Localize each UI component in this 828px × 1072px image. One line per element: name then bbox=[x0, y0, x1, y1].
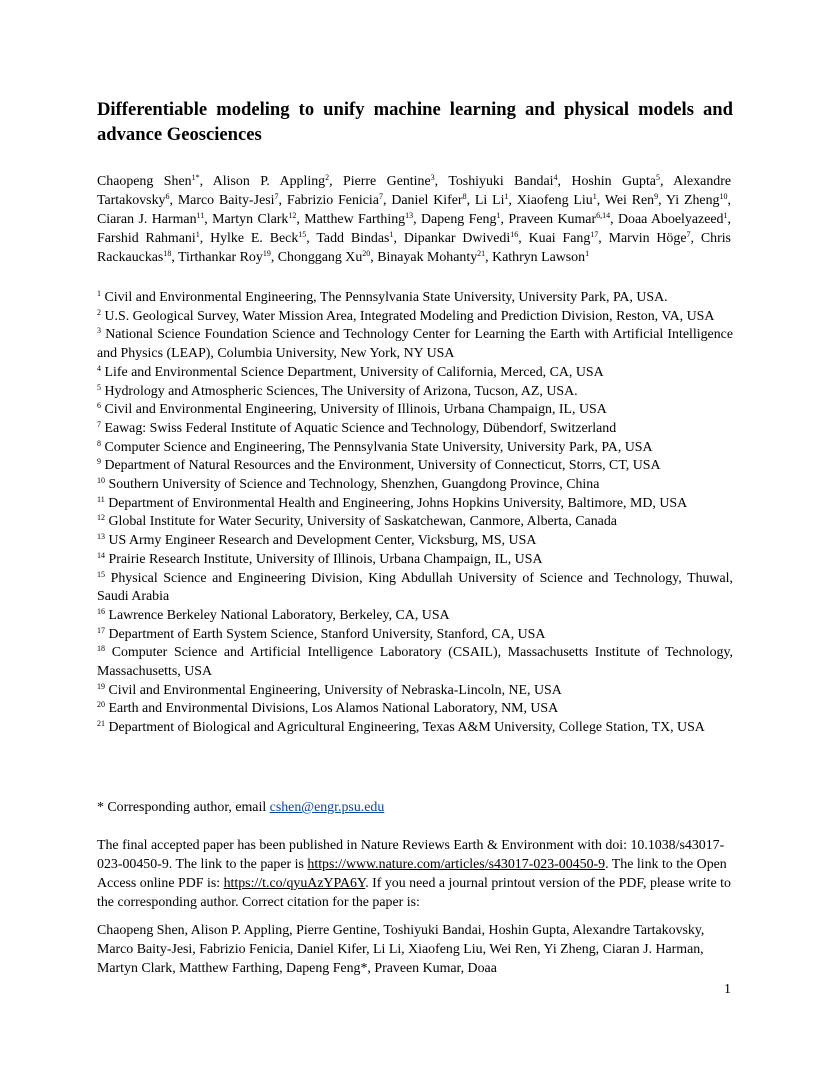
affiliation bbox=[97, 476, 733, 495]
author-affiliation-marker: 1 bbox=[723, 211, 728, 220]
page-number: 1 bbox=[724, 982, 731, 997]
affiliation-number: 4 bbox=[97, 363, 101, 373]
affiliation-text: Civil and Environmental Engineering, University of Illinois, Urbana Champaign, IL, USA bbox=[104, 402, 607, 418]
affiliation-text: Department of Natural Resources and the Environment, University of Connecticut, Storrs, CT, USA bbox=[104, 458, 661, 474]
affiliation bbox=[97, 308, 733, 327]
author-affiliation-marker: 9 bbox=[654, 192, 659, 201]
affiliation bbox=[97, 439, 733, 458]
affiliation-number: 5 bbox=[97, 382, 101, 392]
author: Marvin Höge bbox=[608, 231, 687, 246]
author-affiliation-marker: 8 bbox=[462, 192, 467, 201]
author: Li Li bbox=[474, 193, 505, 208]
author-affiliation-marker: 19 bbox=[262, 249, 271, 258]
author: Tadd Bindas bbox=[316, 231, 390, 246]
affiliation-number: 21 bbox=[97, 719, 105, 729]
author: Matthew Farthing bbox=[304, 212, 406, 227]
author: Wei Ren bbox=[604, 193, 655, 208]
author-affiliation-marker: 1 bbox=[389, 230, 394, 239]
affiliation-text: Global Institute for Water Security, University of Saskatchewan, Canmore, Alberta, Canada bbox=[108, 514, 617, 530]
author: Daniel Kifer bbox=[391, 193, 463, 208]
author: Binayak Mohanty bbox=[377, 250, 478, 265]
author-affiliation-marker: 13 bbox=[405, 211, 414, 220]
author: Fabrizio Fenicia bbox=[286, 193, 379, 208]
nature-article-link[interactable]: https://www.nature.com/articles/s43017-023-00450-9 bbox=[307, 857, 606, 872]
affiliation-number: 19 bbox=[97, 681, 105, 691]
author: Martyn Clark bbox=[212, 212, 289, 227]
affiliation-number: 18 bbox=[97, 644, 105, 654]
affiliation bbox=[97, 401, 733, 420]
affiliation-number: 9 bbox=[97, 457, 101, 467]
affiliation-text: US Army Engineer Research and Development Center, Vicksburg, MS, USA bbox=[108, 533, 537, 549]
affiliation bbox=[97, 532, 733, 551]
affiliation bbox=[97, 364, 733, 383]
author: Marco Baity-Jesi bbox=[177, 193, 275, 208]
author-affiliation-marker: 11 bbox=[196, 211, 205, 220]
affiliation-text: Life and Environmental Science Department, University of California, Merced, CA, USA bbox=[104, 364, 604, 380]
author-affiliation-marker: 20 bbox=[362, 249, 371, 258]
author-affiliation-marker: 2 bbox=[325, 173, 330, 182]
author-affiliation-marker: 18 bbox=[163, 249, 172, 258]
affiliation bbox=[97, 326, 733, 363]
affiliation-number: 12 bbox=[97, 513, 105, 523]
affiliation bbox=[97, 719, 733, 738]
affiliation-text: Department of Earth System Science, Stanford University, Stanford, CA, USA bbox=[108, 626, 546, 642]
affiliation-number: 2 bbox=[97, 307, 101, 317]
author: Hylke E. Beck bbox=[210, 231, 299, 246]
author: Ciaran J. Harman bbox=[97, 212, 197, 227]
affiliation bbox=[97, 607, 733, 626]
author: Praveen Kumar bbox=[508, 212, 597, 227]
author: Hoshin Gupta bbox=[571, 174, 656, 189]
author: Farshid Rahmani bbox=[97, 231, 196, 246]
author-affiliation-marker: 1 bbox=[195, 230, 200, 239]
affiliation bbox=[97, 626, 733, 645]
publication-text-1: The final accepted paper has been published in Nature Reviews Earth & Environment with doi: 10.1038/s43017-023-00450-9. The link to the paper is bbox=[97, 838, 725, 872]
author: Chris Rackauckas bbox=[97, 231, 731, 265]
affiliation-number: 1 bbox=[97, 289, 101, 298]
author-affiliation-marker: 16 bbox=[510, 230, 519, 239]
affiliation bbox=[97, 700, 733, 719]
affiliation-number: 17 bbox=[97, 625, 105, 635]
author-affiliation-marker: 10 bbox=[719, 192, 728, 201]
author-affiliation-marker: 1 bbox=[504, 192, 509, 201]
affiliation-text: Prairie Research Institute, University of Illinois, Urbana Champaign, IL, USA bbox=[108, 551, 543, 567]
affiliation-number: 16 bbox=[97, 606, 105, 616]
citation-text: Chaopeng Shen, Alison P. Appling, Pierre Gentine, Toshiyuki Bandai, Hoshin Gupta, Alexandre Tartakovsky, Marco Baity-Jesi, Fabrizio Fenicia, Daniel Kifer, Li Li, Xiaofeng Liu, Wei Ren, Yi Zheng, Ciaran J. Harman, Martyn Clark, Matthew Farthing, Dapeng Feng*, Praveen Kumar, Doaa bbox=[97, 923, 705, 976]
affiliation-number: 13 bbox=[97, 532, 105, 542]
author: Toshiyuki Bandai bbox=[448, 174, 554, 189]
author: Doaa Aboelyazeed bbox=[618, 212, 724, 227]
affiliation-text: Civil and Environmental Engineering, University of Nebraska-Lincoln, NE, USA bbox=[108, 682, 562, 698]
author: Yi Zheng bbox=[665, 193, 720, 208]
author: Xiaofeng Liu bbox=[516, 193, 593, 208]
affiliation bbox=[97, 644, 733, 681]
affiliation-text: Earth and Environmental Divisions, Los Alamos National Laboratory, NM, USA bbox=[108, 701, 559, 717]
affiliation-list bbox=[97, 289, 733, 738]
author: Dipankar Dwivedi bbox=[403, 231, 511, 246]
publication-text-2: . The link to the Open Access online PDF is: bbox=[97, 857, 727, 891]
publication-note bbox=[97, 836, 733, 912]
affiliation bbox=[97, 682, 733, 701]
author-affiliation-marker: 3 bbox=[430, 173, 435, 182]
author-affiliation-marker: 7 bbox=[686, 230, 691, 239]
author-affiliation-marker: 7 bbox=[274, 192, 279, 201]
author-affiliation-marker: 1 bbox=[496, 211, 501, 220]
affiliation bbox=[97, 457, 733, 476]
author-affiliation-marker: 7 bbox=[378, 192, 383, 201]
affiliation-number: 14 bbox=[97, 550, 105, 560]
affiliation-text: Eawag: Swiss Federal Institute of Aquatic Science and Technology, Dübendorf, Switzerland bbox=[104, 420, 617, 436]
open-access-pdf-link[interactable]: https://t.co/qyuAzYPA6Y bbox=[223, 876, 366, 891]
affiliation-number: 20 bbox=[97, 700, 105, 710]
paper-title: Differentiable modeling to unify machine learning and physical models and advance Geosciences bbox=[97, 99, 733, 145]
affiliation bbox=[97, 570, 733, 607]
affiliation-text: Physical Science and Engineering Division, King Abdullah University of Science and Technology, Thuwal, Saudi Arabia bbox=[97, 570, 734, 605]
author-affiliation-marker: 12 bbox=[288, 211, 297, 220]
author: Pierre Gentine bbox=[343, 174, 431, 189]
affiliation-text: Lawrence Berkeley National Laboratory, Berkeley, CA, USA bbox=[108, 607, 450, 623]
affiliation-text: Hydrology and Atmospheric Sciences, The University of Arizona, Tucson, AZ, USA. bbox=[104, 383, 578, 399]
author-affiliation-marker: 1 bbox=[585, 249, 590, 258]
author: Chaopeng Shen bbox=[97, 174, 192, 189]
author-list: Chaopeng Shen$^{1*}$, Alison P. Appling$^2$, Pierre Gentine$^3$, Toshiyuki Bandai$^4$, Hoshin Gupta$^5$, Alexandre Tartakovsky$^6$, Marco Baity-Jesi$^7$, Fabrizio Fenicia$^7$, Daniel Kifer$^8$, Li Li$^1$, Xiaofeng Liu$^1$, Wei Ren$^9$, Yi Zheng$^{10}$, Ciaran J. Harman$^{11}$, Martyn Clark$^{12}$, Matthew Farthing$^{13}$, Dapeng Feng$^1$, Praveen Kumar$^{6,14}$, Doaa Aboelyazeed$^1$, Farshid Rahmani$^1$, Hylke E. Beck$^{15}$, Tadd Bindas$^1$, Dipankar Dwivedi$^{16}$, Kuai Fang$^{17}$, Marvin Höge$^7$, Chris Rackauckas$^{18}$, Tirthankar Roy$^{19}$, Chonggang Xu$^{20}$, Binayak Mohanty$^{21}$, Kathryn Lawson$^1$ bbox=[97, 173, 732, 265]
corresponding-author bbox=[97, 798, 733, 817]
author: Alexandre Tartakovsky bbox=[97, 174, 732, 208]
author-affiliation-marker: 1 bbox=[592, 192, 597, 201]
affiliation-text: Southern University of Science and Technology, Shenzhen, Guangdong Province, China bbox=[108, 477, 600, 493]
affiliation-number: 15 bbox=[97, 569, 105, 579]
affiliation-number: 6 bbox=[97, 401, 101, 411]
author-affiliation-marker: 21 bbox=[477, 249, 486, 258]
affiliation-number: 10 bbox=[97, 476, 105, 486]
affiliation-text: Department of Biological and Agricultural Engineering, Texas A&M University, College Station, TX, USA bbox=[108, 720, 705, 736]
affiliation-text: Computer Science and Engineering, The Pennsylvania State University, University Park, PA, USA bbox=[104, 439, 653, 455]
affiliation bbox=[97, 513, 733, 532]
author-affiliation-marker: 6,14 bbox=[596, 211, 611, 220]
author-affiliation-marker: 4 bbox=[553, 173, 558, 182]
affiliation-text: Department of Environmental Health and Engineering, Johns Hopkins University, Baltimore, MD, USA bbox=[108, 495, 688, 511]
affiliation-text: U.S. Geological Survey, Water Mission Area, Integrated Modeling and Prediction Division, Reston, VA, USA bbox=[104, 308, 715, 324]
affiliation-number: 7 bbox=[97, 419, 101, 429]
author: Kathryn Lawson bbox=[492, 250, 586, 265]
author: Chonggang Xu bbox=[277, 250, 363, 265]
author-affiliation-marker: 17 bbox=[590, 230, 599, 239]
affiliation-number: 11 bbox=[97, 494, 105, 504]
corresponding-email-link[interactable]: cshen@engr.psu.edu bbox=[269, 800, 385, 815]
author: Dapeng Feng bbox=[421, 212, 497, 227]
affiliation bbox=[97, 551, 733, 570]
affiliation-number: 8 bbox=[97, 438, 101, 448]
author-affiliation-marker: 15 bbox=[298, 230, 307, 239]
affiliation-number: 3 bbox=[97, 326, 101, 336]
publication-text-3: . If you need a journal printout version of the PDF, please write to the corresponding author. Correct citation for the paper is: bbox=[97, 876, 731, 910]
affiliation-text: Civil and Environmental Engineering, The Pennsylvania State University, University Park, PA, USA. bbox=[104, 290, 668, 305]
author: Tirthankar Roy bbox=[178, 250, 263, 265]
author-affiliation-marker: 5 bbox=[655, 173, 660, 182]
author-affiliation-marker: 6 bbox=[165, 192, 170, 201]
author: Alison P. Appling bbox=[212, 174, 326, 189]
affiliation bbox=[97, 383, 733, 402]
author-affiliation-marker: 1* bbox=[191, 173, 200, 182]
affiliation bbox=[97, 420, 733, 439]
author: Kuai Fang bbox=[528, 231, 591, 246]
affiliation bbox=[97, 495, 733, 514]
affiliation bbox=[97, 289, 733, 308]
affiliation-text: National Science Foundation Science and Technology Center for Learning the Earth with Artificial Intelligence and Physics (LEAP), Columbia University, New York, NY USA bbox=[97, 327, 733, 362]
corresponding-label: * Corresponding author, email bbox=[97, 800, 270, 815]
affiliation-text: Computer Science and Artificial Intelligence Laboratory (CSAIL), Massachusetts Institute of Technology, Massachusetts, USA bbox=[97, 645, 733, 680]
